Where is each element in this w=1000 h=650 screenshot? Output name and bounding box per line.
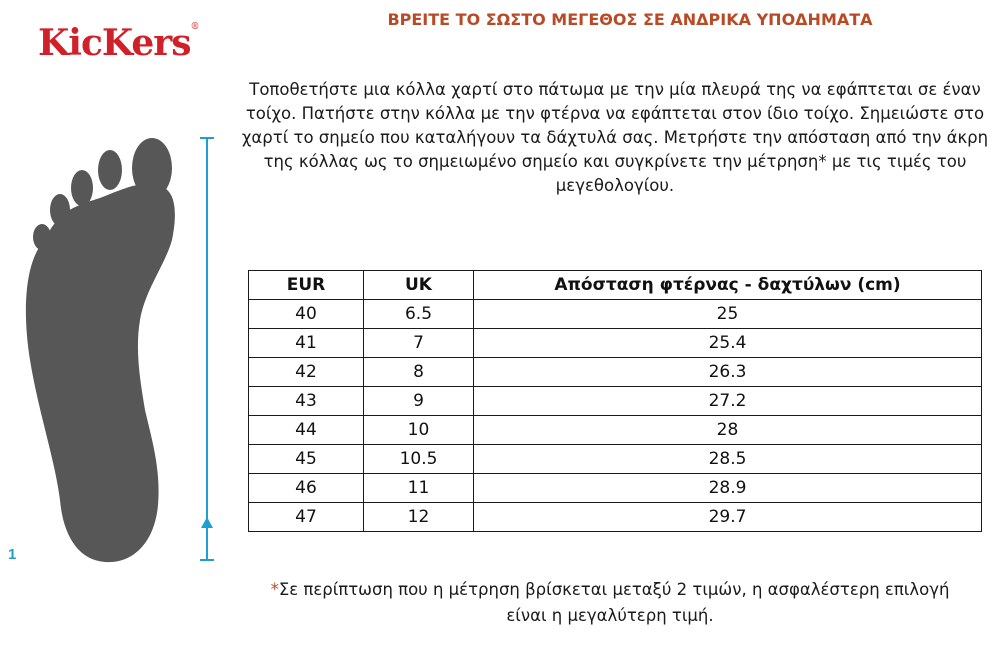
cm-cell: 27.2	[474, 387, 982, 416]
uk-cell: 7	[364, 329, 474, 358]
table-row	[249, 387, 982, 416]
page-title: ΒΡΕΙΤΕ ΤΟ ΣΩΣΤΟ ΜΕΓΕΘΟΣ ΣΕ ΑΝΔΡΙΚΑ ΥΠΟΔΗΜΑΤΑ	[387, 10, 873, 29]
eur-cell: 47	[249, 503, 364, 532]
header-distance: Απόσταση φτέρνας - δαχτύλων (cm)	[474, 271, 982, 300]
eur-cell: 41	[249, 329, 364, 358]
footnote-star: *	[270, 580, 279, 599]
eur-cell: 46	[249, 474, 364, 503]
big-toe-shape	[132, 138, 172, 198]
eur-cell: 42	[249, 358, 364, 387]
third-toe-shape	[71, 170, 93, 206]
measuring-instructions: Τοποθετήστε μια κόλλα χαρτί στο πάτωμα με την μία πλευρά της να εφάπτεται σε έναν τοίχο. Πατήστε στην κόλλα με την φτέρνα να εφάπτεται στον ίδιο τοίχο. Σημειώστε στο χαρτί το σημείο που καταλήγουν τα δάχτυλά σας. Μετρήστε την απόσταση από την άκρη της κόλλας ως το σημειωμένο σημείο και συγκρίνετε την μέτρηση* με τις τιμές του μεγεθολογίου.	[241, 80, 989, 195]
cm-cell: 29.7	[474, 503, 982, 532]
registered-mark: ®	[190, 22, 199, 32]
uk-cell: 6.5	[364, 300, 474, 329]
eur-cell: 44	[249, 416, 364, 445]
uk-cell: 9	[364, 387, 474, 416]
table-row	[249, 416, 982, 445]
uk-cell: 10	[364, 416, 474, 445]
second-toe-shape	[98, 150, 122, 190]
fourth-toe-shape	[50, 194, 70, 226]
cm-cell: 28.9	[474, 474, 982, 503]
cm-cell: 25	[474, 300, 982, 329]
uk-cell: 10.5	[364, 445, 474, 474]
header-eur: EUR	[249, 271, 364, 300]
table-row	[249, 300, 982, 329]
kickers-logo	[38, 22, 199, 64]
table-header-row	[249, 271, 982, 300]
uk-cell: 11	[364, 474, 474, 503]
foot-measure-illustration	[0, 120, 240, 580]
footnote	[250, 577, 970, 629]
table-row	[249, 445, 982, 474]
arrow-up-icon	[201, 517, 213, 528]
little-toe-shape	[33, 224, 51, 250]
size-chart-table	[248, 270, 982, 532]
foot-silhouette-icon	[26, 138, 175, 562]
cm-cell: 26.3	[474, 358, 982, 387]
cm-cell: 28	[474, 416, 982, 445]
table-row	[249, 329, 982, 358]
cm-cell: 25.4	[474, 329, 982, 358]
table-row	[249, 503, 982, 532]
uk-cell: 8	[364, 358, 474, 387]
table-row	[249, 474, 982, 503]
footnote-text: Σε περίπτωση που η μέτρηση βρίσκεται μεταξύ 2 τιμών, η ασφαλέστερη επιλογή είναι η μεγαλύτερη τιμή.	[278, 580, 950, 625]
eur-cell: 45	[249, 445, 364, 474]
cm-cell: 28.5	[474, 445, 982, 474]
measure-label: 1	[8, 546, 17, 563]
eur-cell: 40	[249, 300, 364, 329]
uk-cell: 12	[364, 503, 474, 532]
table-row	[249, 358, 982, 387]
header-uk: UK	[364, 271, 474, 300]
logo-text: KicKers	[38, 22, 191, 64]
length-measure-line	[200, 138, 214, 560]
eur-cell: 43	[249, 387, 364, 416]
